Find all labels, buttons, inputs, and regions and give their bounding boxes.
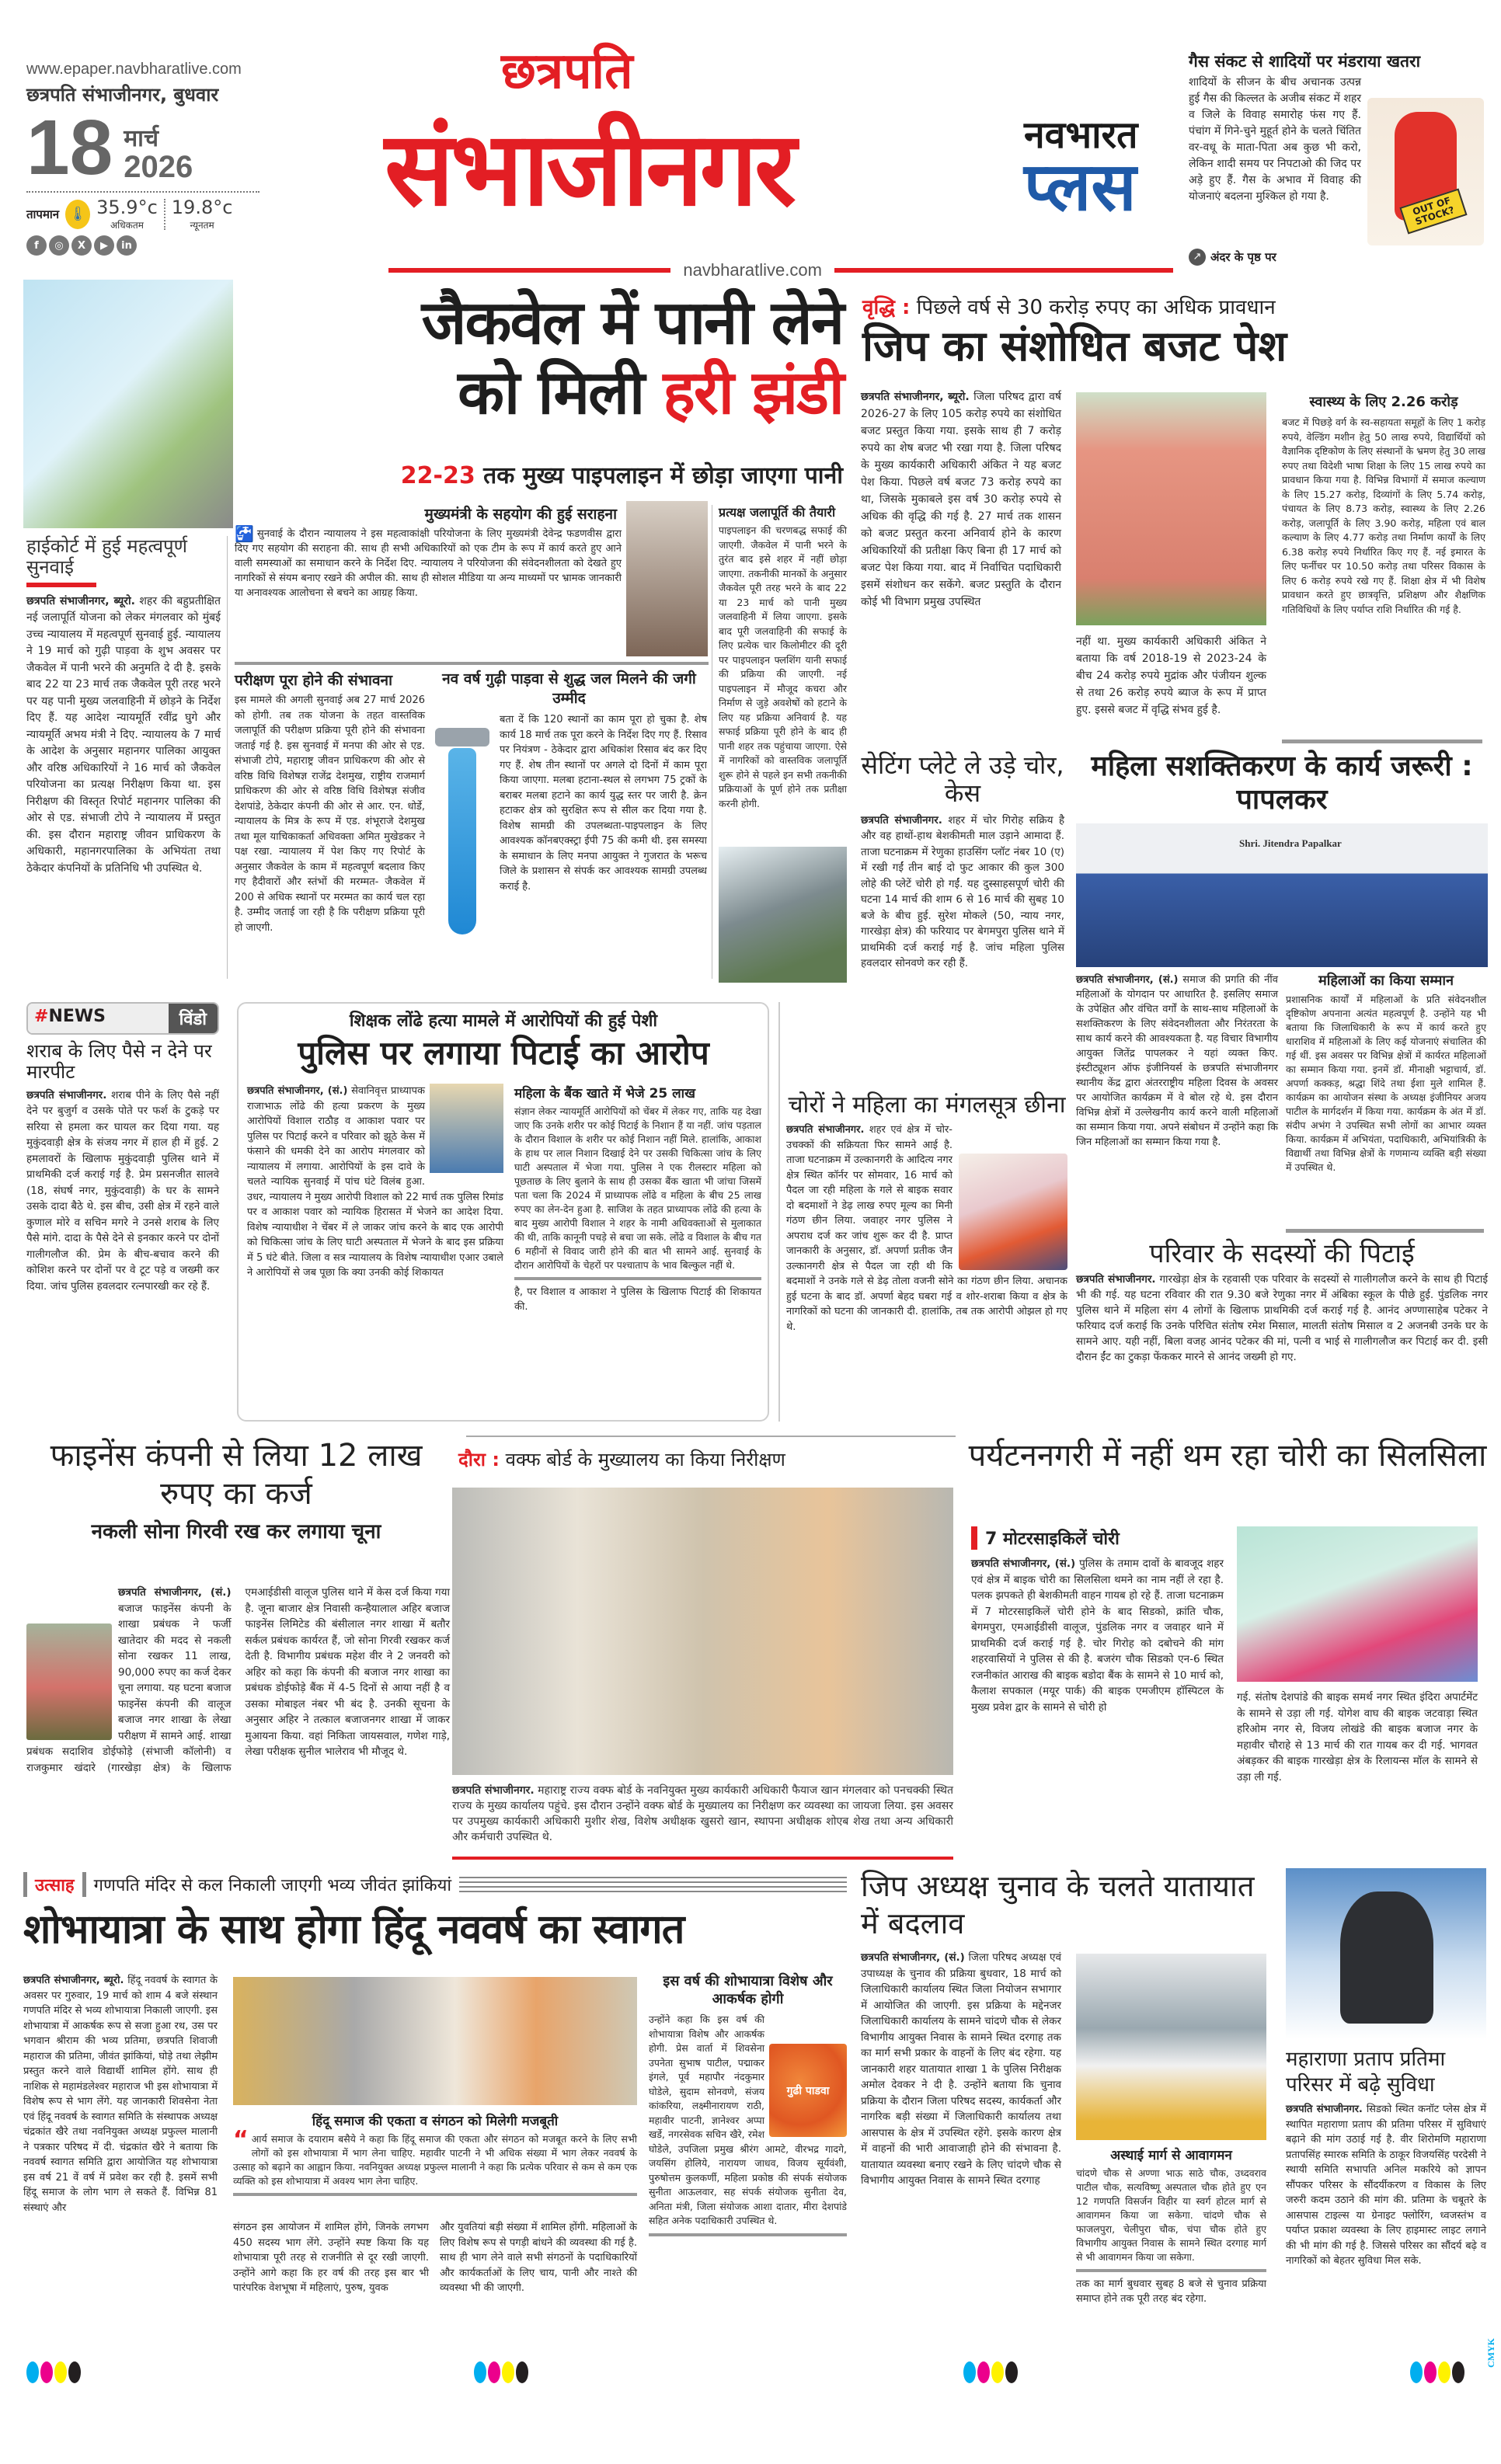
budget-story (862, 292, 1488, 370)
dateline: छत्रपति संभाजीनगर. (786, 1124, 865, 1136)
budget-side-title[interactable]: स्वास्थ्य के लिए 2.26 करोड़ (1309, 394, 1458, 410)
election-col1 (861, 1950, 1061, 2189)
budget-kicker-red: वृद्धि : (862, 296, 911, 319)
registration-mark (963, 2361, 1019, 2386)
gas-cylinder-image (1367, 98, 1484, 245)
waqf-story (458, 1446, 956, 1472)
epaper-url[interactable]: www.epaper.navbharatlive.com (26, 61, 242, 78)
teaser-title[interactable]: गैस संकट से शादियों पर मंडराया खतरा (1189, 52, 1421, 71)
temp-min-label: न्यूनतम (190, 219, 214, 231)
shobha-unity-title[interactable]: हिंदू समाज की एकता व संगठन को मिलेगी मजबूती (312, 2114, 559, 2129)
shobha-kicker (23, 1872, 847, 1897)
lead-side-story (26, 536, 221, 877)
women-award-photo (1076, 823, 1488, 967)
election-alt-title[interactable]: अस्थाई मार्ग से आवागमन (1110, 2148, 1232, 2163)
bikes-body2: गई. संतोष देशपांडे की बाइक समर्थ नगर स्थित इंदिरा अपार्टमेंट के सामने से उड़ा ली गई. योगेश वाघ की बाइक जटवाड़ा स्थित हरिओम नगर से, विजय लोखंडे की बाइक बजाज नगर के महावीर चौराहे से 13 मार्च की रात गायब कर दी गई. भागवत अंबड़कर की बाइक गारखेड़ा क्षेत्र के रिलायन्स मॉल के सामने से उड़ा ली गई. (1237, 1691, 1478, 1784)
logo-main: संभाजीनगर (385, 110, 793, 229)
date-day: 18 (26, 104, 113, 191)
hope-story (431, 670, 707, 945)
divider (649, 2233, 847, 2236)
cm-body: सुनवाई के दौरान न्यायालय ने इस महत्वाकांक्षी परियोजना के लिए मुख्यमंत्री देवेन्द्र फडणवीस द्वारा दिए गए सहयोग की सराहना की. साथ ही सभी अधिकारियों को एक टीम के रूप में कार्य करते हुए आने वाली समस्याओं का समाधान करने के निर्देश दिए. न्यायालय ने परियोजना की संवेदनशीलता को देखते हुए नागरिकों से संयम बनाए रखने की अपील की. साथ ही सोशल मीडिया या अन्य माध्यमों पर भ्रामक जानकारी या अनावश्यक आलोचना से बचने का आग्रह किया. (235, 528, 622, 599)
pratap-story (1286, 2047, 1486, 2269)
tap-icon: 🚰 (235, 524, 254, 543)
election-body: जिला परिषद अध्यक्ष एवं उपाध्यक्ष के चुनाव की प्रक्रिया बुधवार, 18 मार्च को जिलाधिकारी कार्यालय स्थित जिला नियोजन सभागार में आयोजित की जाएगी. इस प्रक्रिया के मद्देनजर जिलाधिकारी कार्यालय के सामने चांदणे चौक से लेकर विभागीय आयुक्त निवास के सामने स्थित दरगाह तक का मार्ग सभी प्रकार के वाहनों के लिए बंद रहेगा. यह जानकारी शहर यातायात शाखा 1 के पुलिस निरीक्षक अमोल देवकर ने दी है. उन्होंने बताया कि चुनाव प्रक्रिया के दौरान जिला परिषद सदस्य, कार्यकर्ता और नागरिक बड़ी संख्या में जिलाधिकारी कार्यालय तथा आसपास के क्षेत्र में उपस्थित रहेंगे. इसके कारण क्षेत्र में वाहनों की भारी आवाजाही होने की संभावना है. यातायात व्यवस्था बनाए रखने के लिए चांदणे चौक से विभागीय आयुक्त निवास के सामने स्थित दरगाह (861, 1951, 1061, 2187)
divider (1076, 2269, 1266, 2272)
yellow-dot (502, 2361, 514, 2383)
plates-body: शहर में चोर गिरोह सक्रिय है और वह हाथों-हाथ बेशकीमती माल उड़ाने आमादा हैं. ताजा घटनाक्रम में रेणुका हाउसिंग प्लॉट नंबर 10 (ए) में रखी गईं तीन बाई दो फुट आकार की कुल 300 लोहे की प्लेटें चोरी हो गईं. यह दुस्साहसपूर्ण चोरी की घटना 14 मार्च की शाम 6 से 16 मार्च की सुबह 10 बजे के बीच हुई. सुरेश मोकले (50, न्याय नगर, गारखेड़ा क्षेत्र) की फरियाद पर बेगमपुरा पुलिस थाने में प्राथमिकी दर्ज कराई गई है. जांच महिला पुलिस हवलदार सोनवणे कर रही हैं. (861, 813, 1064, 970)
water-tap-image (431, 712, 493, 945)
traffic-photo (1076, 1954, 1266, 2140)
dateline: छत्रपति संभाजीनगर, ब्यूरो. (26, 594, 135, 607)
bikes-col1 (971, 1526, 1224, 1715)
black-dot (1005, 2361, 1018, 2383)
news-label: NEWS (48, 1007, 106, 1026)
youtube-icon[interactable]: ▶ (94, 235, 114, 256)
family-story (1076, 1239, 1488, 1365)
shobha-special-title[interactable]: इस वर्ष की शोभायात्रा विशेष और आकर्षक होगी (663, 1973, 833, 2007)
lead-subhead-text: तक मुख्य पाइपलाइन में छोड़ा जाएगा पानी (483, 462, 843, 489)
teaser-box (1189, 53, 1484, 266)
maharana-pratap-statue-photo (1286, 1868, 1486, 2039)
budget-headline[interactable]: जिप का संशोधित बजट पेश (862, 322, 1287, 371)
hash-icon: # (34, 1007, 49, 1026)
dateline: छत्रपति संभाजीनगर, (सं.) (1076, 974, 1179, 986)
women-side-title[interactable]: महिलाओं का किया सम्मान (1318, 973, 1454, 989)
police-headline[interactable]: पुलिस पर लगाया पिटाई का आरोप (298, 1034, 709, 1072)
police-side-body: संज्ञान लेकर न्यायमूर्ति आरोपियों को चेंबर में लेकर गए, ताकि यह देखा जाए कि उनके शरीर पर कोई पिटाई के निशान हैं या नहीं. जांच पड़ताल के दौरान विशाल के शरीर पर कोई निशान नहीं मिले. हालांकि, आकाश के हाथ पर लाल निशान दिखाई देने पर उसकी चिकित्सा जांच के लिए घाटी अस्पताल में भेजा गया. पुलिस ने एक रीलस्टार महिला को पूछताछ के लिए बुलाने के साथ ही उसका बैंक खाता भी जांचा जिसमें पता चला कि 2024 में प्राध्यापक लोंढे व महिला के बीच 25 लाख रुपए का लेन-देन हुआ है. साजिश के तहत प्राध्यापक लोंढे की हत्या के बाद मुख्य आरोपी विशाल ने शहर के नामी अधिवक्ताओं से मुलाकात की थी, ताकि कानूनी पचड़े से बचा जा सके. लोंढे व विशाल के बीच गत 6 महीनों से विवाद जारी होने की बात भी सामने आई. सुनवाई के दौरान आरोपियों के चेहरों पर पश्चाताप के भाव बिल्कुल नहीं थे. (514, 1105, 762, 1271)
dateline: छत्रपति संभाजीनगर, (सं.) (861, 1951, 965, 1964)
brand-plus: प्लस (1024, 148, 1137, 226)
window-label: विंडो (169, 1004, 218, 1033)
teaser-more-label: अंदर के पृष्ठ पर (1210, 249, 1276, 264)
lead-subhead (241, 458, 843, 490)
election-story (861, 1868, 1280, 1942)
news-window (26, 1002, 219, 1294)
shobha-kicker-red: उत्साह (35, 1876, 75, 1895)
waqf-headline[interactable]: वक्फ बोर्ड के मुख्यालय का किया निरीक्षण (505, 1449, 785, 1470)
supply-title[interactable]: प्रत्यक्ष जलापूर्ति की तैयारी (719, 505, 836, 520)
test-story (235, 670, 425, 935)
lead-side-body: शहर की बहुप्रतीक्षित नई जलापूर्ति योजना को लेकर मंगलवार को मुंबई उच्च न्यायालय में महत्वपूर्ण सुनवाई हुई. न्यायालय ने 19 मार्च को गुढ़ी पाड़वा के शुभ अवसर पर जैकवेल में पानी भरने की अनुमति दे दी है. इसके बाद 22 या 23 मार्च तक जैकवेल पूरी तरह भरने पर यह पानी मुख्य जलवाहिनी में छोड़ने के निर्देश दिए हैं. यह आदेश न्यायमूर्ति रवींद्र घुगे और न्यायमूर्ति अभय मंत्री ने दिए. न्यायालय के 7 मार्च के आदेश के अनुसार महानगर पालिका आयुक्त और वरिष्ठ अधिकारियों ने 16 मार्च को जैकवेल परियोजना का प्रत्यक्ष निरीक्षण किया था. इस निरीक्षण की विस्तृत रिपोर्ट महानगर पालिका की ओर से एड. संभाजी टोपे ने न्यायालय में प्रस्तुत की. इस दौरान महाराष्ट्र जीवन प्राधिकरण के अधिकारी, महानगरपालिका के अभियंता तथा ठेकेदार कंपनियों के प्रतिनिधि भी उपस्थित थे. (26, 594, 221, 875)
logo-top: छत्रपति (501, 43, 633, 100)
divider (459, 1877, 847, 1892)
cmyk-label: CMYK (1485, 2338, 1496, 2368)
black-dot (68, 2361, 81, 2383)
cyan-dot (26, 2361, 39, 2383)
social-links (26, 235, 291, 256)
dateline: छत्रपति संभाजीनगर, ब्यूरो. (861, 391, 970, 403)
divider (514, 1277, 761, 1280)
date-year: 2026 (124, 150, 193, 184)
thermometer-icon: 🌡 (65, 200, 90, 229)
dateline: छत्रपति संभाजीनगर. (26, 1088, 107, 1101)
police-body-col (247, 1084, 503, 1281)
yellow-dot (991, 2361, 1004, 2383)
finance-body-text: बजाज फाइनेंस कंपनी के शाखा प्रबंधक ने फर्जी खातेदार की मदद से नकली सोना रखकर 11 लाख, 90,000 रुपए का कर्ज देकर चूना लगाया. यह घटना बजाज फाइनेंस कंपनी की वालूज बजाज नगर शाखा के लेखा परीक्षण में सामने आई. शाखा प्रबंधक सदाशिव डोईफोड़े (संभाजी कॉलोनी) व राजकुमार खंदारे (गारखेड़ा क्षेत्र) के खिलाफ एमआईडीसी वालूज पुलिस थाने में केस दर्ज किया गया है. जूना बाजार क्षेत्र निवासी कन्हैयालाल अहिर बजाज फाइनेंस लिमिटेड की बंसीलाल नगर शाखा में बतौर सर्कल प्रबंधक कार्यरत हैं, जो सोना गिरवी रखकर कर्ज देती है. विभागीय प्रबंधक महेश वीर ने 2 जनवरी को अहिर को कहा कि कंपनी की बजाज नगर शाखा का प्रबंधक डोईफोड़े बैंक में 4-5 दिनों से आया नहीं है व उसका मोबाइल नंबर भी बंद है. उनकी सूचना के अनुसार अहिर ने तत्काल बजाजनगर शाखा में जाकर मुआयना किया. वहां निकिता जायसवाल, गणेश गाड़े, लेखा परीक्षक सुनील भालेराव भी मौजूद थे. (26, 1586, 450, 1774)
shobha-quote: आर्य समाज के दयाराम बसैये ने कहा कि हिंदू समाज की एकता और संगठन को मजबूत करने के लिए सभी लोगों को इस शोभायात्रा में भाग लेना चाहिए. महावीर पाटनी ने भी अधिक संख्या में भाग लेकर नववर्ष के उत्साह को बढ़ाने का आह्वान किया. नवनियुक्त अध्यक्ष प्रफुल्ल मालानी ने कहा कि प्रत्येक परिवार से कम से कम एक व्यक्ति को इस शोभायात्रा में अवश्य भाग लेना चाहिए. (233, 2133, 637, 2187)
finance-body (26, 1585, 450, 1776)
bikes-subhead: 7 मोटरसाइकिलें चोरी (971, 1526, 1224, 1550)
women-headline[interactable]: महिला सशक्तिकरण के कार्य जरूरी : पापलकर (1091, 750, 1473, 816)
police-body: सेवानिवृत्त प्राध्यापक राजाभाऊ लोंढे की हत्या प्रकरण के मुख्य आरोपियों विशाल राठौड़ व आकाश पवार पर पुलिस पर पिटाई करने व परिवार को झूठे केस में फंसाने की धमकी देने का आरोप मंगलवार को न्यायालय में लगाया. आरोपियों के इस दावे के चलते न्यायिक सुनवाई में पांच घंटे विलंब हुआ. उधर, न्यायालय ने मुख्य आरोपी विशाल को 22 मार्च तक पुलिस रिमांड पर व आकाश पवार को न्यायिक हिरासत में भेजने का आदेश दिया. विशेष न्यायाधीश ने चेंबर में ले जाकर जांच करने के बाद एक आरोपी को चिकित्सा जांच के लिए घाटी अस्पताल में भेजने के बाद इस प्रक्रिया में 5 घंटे बीते. जिला व सत्र न्यायालय के विशेष न्यायाधीश एआर उबाले ने आरोपियों से जब पूछा कि क्या उनकी कोई शिकायत (247, 1085, 503, 1279)
budget-col2 (1076, 633, 1266, 719)
registration-mark (474, 2361, 530, 2386)
teaser-body: शादियों के सीजन के बीच अचानक उत्पन्न हुई गैस की किल्लत के अजीब संकट में शहर व जिले के विवाह समारोह फंस गए हैं. पंचांग में गिने-चुने मुहूर्त होने के चलते चिंतित वर-वधू के माता-पिता अब कुछ भी करो, लेकिन शादी समय पर निपटाओ की जिद पर अड़े हुए हैं. गैस के अभाव में विवाह की योजनाएं बदलना मुश्किल हो गया है. (1189, 75, 1361, 203)
cyan-dot (963, 2361, 976, 2383)
news-headline[interactable]: शराब के लिए पैसे न देने पर मारपीट (26, 1040, 212, 1083)
magenta-dot (977, 2361, 990, 2383)
temp-max: 35.9°c (96, 197, 158, 218)
divider (452, 1857, 953, 1860)
shobha-kicker-text: गणपति मंदिर से कल निकाली जाएगी भव्य जीवंत झांकियां (93, 1876, 452, 1895)
dateline: छत्रपति संभाजीनगर, (सं.) (118, 1586, 232, 1599)
budget-kicker: पिछले वर्ष से 30 करोड़ रुपए का अधिक प्रावधान (916, 296, 1276, 319)
instagram-icon[interactable]: ◎ (49, 235, 69, 256)
yellow-dot (1438, 2361, 1451, 2383)
site-url[interactable]: navbharatlive.com (683, 260, 822, 280)
brand-top: नवभारत (1024, 113, 1138, 157)
budget-body1: जिला परिषद द्वारा वर्ष 2026-27 के लिए 105 करोड़ रुपये का संशोधित बजट प्रस्तुत किया गया. इसके साथ ही 7 करोड़ रुपये का शेष बजट भी रखा गया है. जिला परिषद के मुख्य कार्यकारी अधिकारी अंकित ने यह बजट पेश किया. पिछले वर्ष बजट 73 करोड़ रुपये का था, जिसके मुकाबले इस वर्ष 30 करोड़ रुपये से अधिक की वृद्धि की गई है. 27 मार्च तक शासन को बजट प्रस्तुत करना अनिवार्य होने के कारण अधिकारियों की प्रतीक्षा किए बिना ही 17 मार्च को बजट पेश किया गया. बाद में निर्वाचित पदाधिकारी इसमें संशोधन कर सकेंगे. बजट प्रस्तुति के दौरान कोई भी विभाग प्रमुख उपस्थित (861, 391, 1061, 608)
divider (227, 536, 228, 979)
dateline: छत्रपति संभाजीनगर. (1076, 1273, 1156, 1286)
mangalsutra-headline[interactable]: चोरों ने महिला का मंगलसूत्र छीना (788, 1091, 1066, 1119)
bikes-body: पुलिस के तमाम दावों के बावजूद शहर एवं क्षेत्र में बाइक चोरी का सिलसिला थमने का नाम नहीं ले रहा है. पलक झपकते ही बेशकीमती वाहन गायब हो रहे हैं. ताजा घटनाक्रम में 7 मोटरसाइकिलें चोरी होने के बाद सिडको, क्रांति चौक, बेगमपुरा, एमआईडीसी वालूज, पुंडलिक नगर व जवाहर थाने में प्राथमिकी दर्ज कराई गई है. चोर गिरोह को दबोचने की मांग शहरवासियों ने पुलिस से की है. बजरंग चौक सिडको एन-6 स्थित रजनीकांत आराख की बाइक बडोदा बैंक के सामने से 10 मार्च को, कैलाश सपकाल (मयूर पार्क) की बाइक एमजीएम हॉस्पिटल के मुख्य प्रवेश द्वार के सामने से चोरी हो (971, 1557, 1224, 1714)
finance-headline[interactable]: फाइनेंस कंपनी से लिया 12 लाख रुपए का कर्ज (50, 1438, 423, 1512)
lead-subhead-red: 22-23 (400, 462, 475, 489)
registration-mark (26, 2361, 82, 2386)
cyan-dot (1410, 2361, 1423, 2383)
news-body: शराब पीने के लिए पैसे नहीं देने पर बुजुर्ग व उसके पोते पर फर्श के टुकड़े पर सरिया से हमला कर घायल कर दिया गया. यह मुकुंदवाड़ी क्षेत्र के संजय नगर में हाल ही में हुई. 2 हमलावरों के खिलाफ मुकुंदवाड़ी पुलिस थाने में प्राथमिकी दर्ज कराई गई है. प्रेम प्रसनजीत सालवे (18, संघर्ष नगर, मुकुंदवाड़ी) के घर के सामने उसके दादा बैठे थे. इस बीच, उसी क्षेत्र में रहने वाले कुणाल मोरे व सचिन मगरे ने उनसे शराब के लिए पैसे मांगे. दादा के पैसे देने से इनकार करने पर दोनों गालीगलौज की. प्रेम के बीच-बचाव करने की कोशिश करने पर दोनों पर वे टूट पड़े व जख्मी कर दिया. जांच पुलिस हवलदार रत्नपारखी कर रहे हैं. (26, 1088, 219, 1293)
finance-subhead: नकली सोना गिरवी रख कर लगाया चूना (91, 1519, 381, 1543)
police-side (514, 1084, 761, 1314)
budget-col1 (861, 388, 1061, 611)
mangalsutra-body: शहर एवं क्षेत्र में चोर-उचक्कों की सक्रियता फिर सामने आई है. ताजा घटनाक्रम में उल्कानगरी के आदित्य नगर क्षेत्र स्थित कॉर्नर पर सोमवार, 16 मार्च को पैदल जा रही महिला के गले से बाइक सवार दो बदमाशों ने डेढ़ लाख रुपए मूल्य का मिनी गंठण छीन लिया. जवाहर नगर पुलिस ने अपराध दर्ज कर जांच शुरू कर दी है. प्राप्त जानकारी के अनुसार, डॉ. अपर्णा प्रतीक जैन उल्कानगरी क्षेत्र से पैदल जा रही थी कि बदमाशों ने उनके गले से डेढ़ तोला वजनी सोने का गंठण छीन लिया. अचानक हुई घटना के बाद डॉ. अपर्णा बेहद घबरा गई व शोर-शराबा किया व क्षेत्र के नागरिकों को घटना की जानकारी दी. हालांकि, तब तक आरोपी ओझल हो गए थे. (786, 1124, 1067, 1333)
supply-story (719, 503, 847, 811)
arrow-icon: ↗ (1189, 249, 1206, 266)
divider (778, 1002, 780, 1422)
women-body: समाज की प्रगति की नींव महिलाओं के योगदान पर आधारित है. इसलिए समाज के उपेक्षित और वंचित वर्गों के साथ-साथ महिलाओं के सशक्तिकरण के लिए संवेदनशीलता और निरंतरता के साथ कार्य करने की आवश्यकता है. यह विचार विभागीय आयुक्त जितेंद्र पापलकर ने यहां व्यक्त किए. इंस्टीट्यूशन ऑफ इंजीनियर्स के छत्रपति संभाजीनगर स्थानीय केंद्र द्वारा अंतरराष्ट्रीय महिला दिवस के अवसर पर आयोजित कार्यक्रम में वे बोल रहे थे. इस दौरान विभिन्न क्षेत्रों में उल्लेखनीय कार्य करने वाली महिलाओं का सम्मान किया गया. अपने संबोधन में उन्होंने कहा कि जिन महिलाओं का सम्मान किया गया है. (1076, 974, 1278, 1148)
gudi-padwa-label: गुढी पाडवा (786, 2084, 830, 2097)
out-of-stock-label: OUT OF STOCK? (1399, 188, 1467, 234)
waqf-caption (452, 1783, 953, 1845)
pratap-headline[interactable]: महाराणा प्रताप प्रतिमा परिसर में बढ़े सुविधा (1286, 2048, 1446, 2097)
police-side-title[interactable]: महिला के बैंक खाते में भेजे 25 लाख (514, 1086, 695, 1101)
bike-theft-cartoon (1237, 1526, 1478, 1682)
temp-max-label: अधिकतम (110, 219, 144, 231)
dateline: छत्रपति संभाजीनगर, (सं.) (247, 1085, 348, 1097)
waqf-inspection-photo (452, 1488, 953, 1775)
police-story (247, 1008, 760, 1071)
election-alt (1076, 2146, 1266, 2306)
lead-side-title[interactable]: हाईकोर्ट में हुई महत्वपूर्ण सुनवाई (26, 535, 188, 578)
bike-snatcher-image (959, 1154, 1067, 1270)
dateline: छत्रपति संभाजीनगर, (सं.) (971, 1557, 1076, 1570)
quote-icon: “ (233, 2126, 249, 2153)
test-title[interactable]: परीक्षण पूरा होने की संभावना (235, 672, 393, 689)
budget-side (1282, 392, 1485, 617)
election-alt-tail: तक का मार्ग बुधवार सुबह 8 बजे से चुनाव प्रक्रिया समाप्त होने तक पूरी तरह बंद रहेगा. (1076, 2278, 1266, 2305)
bikes-story (967, 1437, 1488, 1475)
supply-body: पाइपलाइन की चरणबद्ध सफाई की जाएगी. जैकवेल में पानी भरने के तुरंत बाद इसे शहर में नहीं छोड़ा जाएगा. तकनीकी मानकों के अनुसार जैकवेल पूरी तरह भरने के बाद 22 या 23 मार्च को पानी मुख्य जलवाहिनी में लिया जाएगा. इसके बाद पूरी जलवाहिनी की सफाई के लिए प्रत्येक चार किलोमीटर की दूरी पर पाइपलाइन फ्लशिंग यानी सफाई की प्रक्रिया की जाएगी. नई पाइपलाइन में मौजूद कचरा और निर्माण से जुड़े अवशेषों को हटाने के लिए यह प्रक्रिया अनिवार्य है. यह सफाई प्रक्रिया पूरी होने के बाद ही पानी शहर तक पहुंचाया जाएगा. ऐसे में नागरिकों को वास्तविक जलापूर्ति शुरू होने से पहले इन सभी तकनीकी प्रक्रियाओं के पूर्ण होने तक प्रतीक्षा करनी होगी. (719, 524, 847, 809)
shobha-col2 (233, 2220, 429, 2296)
divider (1282, 740, 1482, 743)
registration-mark (1410, 2361, 1466, 2386)
press-conference-photo (233, 1977, 637, 2105)
divider (233, 2193, 637, 2196)
budget-side-body: बजट में पिछड़े वर्ग के स्व-सहायता समूहों के लिए 1 करोड़ रुपये, वेल्डिंग मशीन हेतु 50 लाख रुपये, विद्यार्थियों को वैज्ञानिक दृष्टिकोण के लिए संस्थानों के भ्रमण हेतु 30 लाख रुपए तथा विदेशी भाषा शिक्षा के लिए 15 लाख रुपये का प्रावधान किया गया है. विभिन्न विभागों में समाज कल्याण के लिए 15.27 करोड़, दिव्यांगों के लिए 5.74 करोड़, पंचायत के लिए 8.73 करोड़, स्वास्थ्य के लिए 2.26 करोड़, जलापूर्ति के लिए 3.90 करोड़, महिला एवं बाल कल्याण के लिए 4.77 करोड़ तथा निर्माण कार्यों के लिए 6.38 करोड़ रुपये निर्धारित किए गए हैं. नई इमारत के लिए फर्नीचर पर 10.50 करोड़ तथा परिसर विकास के लिए 6 करोड़ रुपये रखे गए हैं. शिक्षा क्षेत्र में भी विशेष प्रावधान करते हुए छात्रवृत्ति, प्रशिक्षण और शैक्षणिक गतिविधियों के लिए पर्याप्त राशि निर्धारित की गई है. (1282, 416, 1485, 615)
edition-city-day: छत्रपति संभाजीनगर, बुधवार (26, 84, 219, 106)
magenta-dot (40, 2361, 53, 2383)
family-body: गारखेड़ा क्षेत्र के रहवासी एक परिवार के सदस्यों से गालीगलौज करने के साथ ही पिटाई भी की गई. यह घटना रविवार की रात 9.30 बजे रेणुका नगर में अंबिका स्कूल के पीछे हुई. पुंडलिक नगर पुलिस थाने में महिला संग 4 लोगों के खिलाफ प्राथमिकी दर्ज कराई गई है. आनंद अण्णासाहेब पटेकर ने फरियाद दर्ज कराई कि उनके परिचित संतोष रमेश मिसाल, मालती संतोष मिसाल व 2 अजनबी उनके घर के सामने आए. यही नहीं, बिला वजह आनंद पटेकर की मां, पत्नी व भाई से गालीगलौज कर पिटाई कर दी. इसी दौरान ईंट का टुकड़ा फेंककर मारने से आनंद जख्मी हो गए. (1076, 1273, 1488, 1364)
police-side-tail: है, पर विशाल व आकाश ने पुलिस के खिलाफ पिटाई की शिकायत की. (514, 1286, 761, 1313)
black-dot (1452, 2361, 1464, 2383)
lead-headline (241, 289, 843, 428)
plates-headline[interactable]: सेटिंग प्लेटे ले उड़े चोर, केस (861, 750, 1064, 808)
mangalsutra-story (786, 1091, 1067, 1335)
women-side-body: प्रशासनिक कार्यों में महिलाओं के प्रति संवेदनशील दृष्टिकोण अपनाना अत्यंत महत्वपूर्ण है. उन्होंने यह भी बताया कि जिलाधिकारी के रूप में कार्य करते हुए धाराशिव में महिलाओं के लिए कई योजनाएं संचालित की गई थीं. इस अवसर पर विभिन्न क्षेत्रों में कार्यरत महिलाओं का सम्मान किया गया. इनमें डॉ. मीनाक्षी भट्टाचार्य, डॉ. अपर्णा कक्कड़, श्रद्धा शिंदे तथा ईशा मुले शामिल हैं. कार्यक्रम का आयोजन संस्था के अध्यक्ष इंजीनियर अजय पाटील के मार्गदर्शन में किया गया. कार्यक्रम के अंत में डॉ. संदीप अभंग ने उपस्थित सभी लोगों का आभार व्यक्त किया. कार्यक्रम में अभियंता, पदाधिकारी, अभियांत्रिकी के विद्यार्थी तथा विभिन्न क्षेत्रों के गणमान्य व्यक्ति बड़ी संख्या में उपस्थित थे. (1286, 994, 1486, 1173)
pipeline-photo (719, 847, 847, 983)
waqf-kicker-red: दौरा : (458, 1449, 500, 1470)
lead-headline-red[interactable]: हरी झंडी (663, 357, 843, 428)
election-headline[interactable]: जिप अध्यक्ष चुनाव के चलते यातायात में बदलाव (861, 1869, 1255, 1940)
plates-story (861, 752, 1064, 972)
site-rule (388, 260, 1173, 280)
test-body: इस मामले की अगली सुनवाई अब 27 मार्च 2026 को होगी. तब तक योजना के तहत वास्तविक जलापूर्ति की परीक्षण प्रक्रिया पूरी होने की संभावना जताई गई है. इस सुनवाई में मनपा की ओर से एड. संभाजी टोपे, महाराष्ट्र जीवन प्राधिकरण की ओर से वरिष्ठ विधि विशेषज्ञ राजेंद्र देशमुख, राष्ट्रीय राजमार्ग प्राधिकरण की ओर से वरिष्ठ विधि विशेषज्ञ संजीव देशपांडे, ठेकेदार कंपनी की ओर से आर. एन. धोर्डे, न्यायालय के मित्र के रूप में एड. शंभूराजे देशमुख तथा मूल याचिकाकर्ता अधिवक्ता अमित मुखेडकर ने पक्ष रखा. न्यायालय में पेश किए गए रिपोर्ट के अनुसार जैकवेल के काम में महत्वपूर्ण बदलाव किए गए हैदीवारों और स्तंभों की मरम्मत- जैकवेल में 200 से अधिक स्थानों पर मरम्मत का कार्य चल रहा है. उम्मीद जताई जा रही है कि परीक्षण प्रक्रिया पूरी हो जाएगी. (235, 694, 425, 934)
divider (466, 1436, 956, 1437)
hope-title[interactable]: नव वर्ष गुढ़ी पाड़वा से शुद्ध जल मिलने की जगी उम्मीद (442, 670, 696, 707)
victim-portrait-photo (430, 1084, 503, 1173)
waqf-caption-text: महाराष्ट्र राज्य वक्फ बोर्ड के नवनियुक्त मुख्य कार्यकारी अधिकारी फैयाज खान मंगलवार को पनचक्की स्थित राज्य के मुख्य कार्यालय पहुंचे. इस दौरान उन्होंने वक्फ बोर्ड के मुख्यालय का निरीक्षण कर व्यवस्था का जायजा लिया. इस अवसर पर उपमुख्य कार्यकारी अधिकारी मुशीर शेख, विशेष अधीक्षक खुसरो खान, स्थापना अधीक्षक शोएब शेख तथा अन्य अधिकारी और कर्मचारी उपस्थित थे. (452, 1784, 953, 1843)
facebook-icon[interactable]: f (26, 235, 47, 256)
lead-headline-line2[interactable]: को मिली (458, 357, 644, 428)
budget-body2: नहीं था. मुख्य कार्यकारी अधिकारी अंकित ने बताया कि वर्ष 2018-19 से 2023-24 के बीच 24 करोड़ रुपये मुद्रांक और पंजीयन शुल्क से तथा 26 करोड़ रुपये ब्याज के रूप में प्राप्त हुए. इससे बजट में वृद्धि संभव हुई है. (1076, 635, 1266, 716)
x-icon[interactable]: X (71, 235, 92, 256)
black-dot (516, 2361, 528, 2383)
shobha-special (649, 1973, 847, 2236)
issue-date (26, 104, 291, 191)
brand-logo (1024, 113, 1138, 226)
banner-text: Shri. Jitendra Papalkar (1239, 837, 1342, 849)
news-window-tag (26, 1002, 219, 1035)
newspaper-logo (385, 43, 1006, 249)
magenta-dot (1424, 2361, 1437, 2383)
police-kicker: शिक्षक लोंढे हत्या मामले में आरोपियों की हुई पेशी (349, 1011, 658, 1031)
women-side (1286, 971, 1486, 1175)
shobha-col1 (23, 1973, 218, 2215)
bikes-headline[interactable]: पर्यटननगरी में नहीं थम रहा चोरी का सिलसिला (968, 1438, 1487, 1474)
gold-hand-image (26, 1624, 112, 1740)
women-story (1076, 750, 1488, 816)
cyan-dot (474, 2361, 486, 2383)
shobha-headline[interactable]: शोभायात्रा के साथ होगा हिंदू नववर्ष का स्वागत (23, 1906, 684, 1953)
women-body-col (1076, 973, 1278, 1150)
divider (1286, 1229, 1484, 1233)
cartoon-image (23, 280, 233, 528)
teaser-more[interactable] (1189, 249, 1484, 266)
cm-story (235, 503, 622, 600)
dateline: छत्रपति संभाजीनगर. (861, 813, 942, 827)
cm-title[interactable]: मुख्यमंत्री के सहयोग की हुई सराहना (424, 506, 617, 523)
shobha-body: हिंदू नववर्ष के स्वागत के अवसर पर गुरुवार, 19 मार्च को शाम 4 बजे संस्थान गणपति मंदिर से भव्य शोभायात्रा निकाली जाएगी. इस शोभायात्रा में आकर्षक रूप से सजा हुआ रथ, उस पर भगवान श्रीराम की भव्य प्रतिमा, छत्रपति शिवाजी महाराज की प्रतिमा, जीवंत झांकियां, घोड़े तथा लेझीम प्रस्तुत करने वाले विद्यार्थी शामिल होंगे. साथ ही नाशिक से महामंडलेश्वर महाराज भी इस शोभायात्रा में विशेष रूप से भाग लेंगे. यह जानकारी शिवसेना नेता एवं हिंदू नववर्ष के स्वागत समिति के संस्थापक अध्यक्ष चंद्रकांत खैरे तथा नवनियुक्त अध्यक्ष प्रफुल्ल मालानी ने पत्रकार परिषद में दी. चंद्रकांत खैरे ने बताया कि नववर्ष स्वागत समिति द्वारा आयोजित यह शोभायात्रा इस वर्ष 21 वें वर्ष में प्रवेश कर रही है. इसमें सभी हिंदू समाज के लोग भाग ले सकते हैं. विभिन्न 81 संस्थाएं और (23, 1975, 218, 2214)
shobha-col2-text: संगठन इस आयोजन में शामिल होंगे, जिनके लगभग 450 सदस्य भाग लेंगे. उन्होंने स्पष्ट किया कि यह शोभायात्रा पूरी तरह से राजनीति से दूर रखी जाएगी. उन्होंने आगे कहा कि हर वर्ष की तरह इस बार भी पारंपरिक वेशभूषा में महिलाएं, पुरुष, युवक (233, 2222, 429, 2294)
hope-body: बता दें कि 120 स्थानों का काम पूरा हो चुका है. शेष कार्य 18 मार्च तक पूरा करने के निर्देश दिए गए हैं. रिसाव पर नियंत्रण - ठेकेदार द्वारा अधिकांश रिसाव बंद कर दिए गए हैं. शेष तीन स्थानों पर अगले दो दिनों में काम पूरा किया जाएगा. मलबा हटाना-स्थल से लगभग 75 ट्रकों के बराबर मलबा हटाने का कार्य युद्ध स्तर पर जारी है. क्रेन हटाकर क्षेत्र को सुरक्षित रूप से सील कर दिया गया है. विशेष सामग्री की उपलब्धता-पाइपलाइन के लिए आवश्यक कॉनबएक्स्ट्रा ईपी 75 की कमी थी. इस समस्या के समाधान के लिए मनपा आयुक्त ने गुजरात के भरूच जिले के प्रशासन से संपर्क कर आवश्यक सामग्री उपलब्ध कराई है. (500, 714, 707, 893)
temp-label: तापमान (26, 207, 60, 221)
weather-strip (26, 191, 259, 231)
magenta-dot (488, 2361, 500, 2383)
divider (235, 662, 709, 665)
date-month: मार्च (124, 124, 158, 152)
zp-building-photo (1076, 392, 1266, 625)
dateline: छत्रपति संभाजीनगर, ब्यूरो. (23, 1975, 124, 1986)
cm-portrait-photo (626, 501, 708, 656)
linkedin-icon[interactable]: in (117, 235, 137, 256)
election-alt-body: चांदणे चौक से अण्णा भाऊ साठे चौक, उध्दवराव पाटील चौक, सत्यविष्णू अस्पताल चौक होते हुए एन 12 गणपति विसर्जन विहीर या स्वर्ग होटल मार्ग से आवागमन किया जा सकेगा. चांदणे चौक से फाजलपुरा, चेलीपुरा चौक, चंपा चौक होते हुए विभागीय आयुक्त निवास के सामने स्थित दरगाह मार्ग से भी आवागमन किया जा सकेगा. (1076, 2167, 1266, 2263)
yellow-dot (54, 2361, 67, 2383)
family-headline[interactable]: परिवार के सदस्यों की पिटाई (1149, 1238, 1415, 1269)
bikes-col2 (1237, 1690, 1478, 1785)
dateline: छत्रपति संभाजीनगर. (452, 1784, 535, 1797)
dateline: छत्रपति संभाजीनगर. (1286, 2104, 1363, 2115)
shobha-col3-text: और युवतियां बड़ी संख्या में शामिल होंगी. महिलाओं के लिए विशेष रूप से पगड़ी बांधने की व्यवस्था की गई है. साथ ही भाग लेने वाले सभी संगठनों के पदाधिकारियों और कार्यकर्ताओं के लिए चाय, पानी और नाश्ते की व्यवस्था भी की जाएगी. (440, 2222, 637, 2294)
lead-headline-line1[interactable]: जैकवेल में पानी लेने (421, 288, 843, 358)
masthead-info (26, 61, 291, 256)
pratap-body: सिडको स्थित कनॉट प्लेस क्षेत्र में स्थापित महाराणा प्रताप की प्रतिमा परिसर में सुविधाएं बढ़ाने की मांग उठाई गई है. वीर शिरोमणि महाराणा प्रतापसिंह स्मारक समिति के ठाकूर विजयसिंह परदेसी ने स्थायी समिति सभापति अनिल मकरिये को ज्ञापन सौंपकर परिसर के सौंदर्यीकरण व विकास के लिए जरुरी कदम उठाने की मांग की. प्रतिमा के चबूतरे के आसपास टाइल्स या ग्रेनाइट फ्लोरिंग, ध्वजस्तंभ व पर्याप्त प्रकाश व्यवस्था के लिए हाइमास्ट लाइट लगाने की भी मांग की गई है. जिससे परिसर का सौंदर्य बढ़े व नागरिकों को बेहतर सुविधा मिल सके. (1286, 2104, 1487, 2267)
gudi-padwa-image (769, 2044, 847, 2137)
shobha-col3 (440, 2220, 637, 2296)
shobha-unity (233, 2111, 637, 2196)
shobha-special-body: उन्होंने कहा कि इस वर्ष की शोभायात्रा विशेष और आकर्षक होगी. प्रेस वार्ता में शिवसेना उपनेता सुभाष पाटील, पद्माकर इंगले, पूर्व महापौर नंदकुमार घोडेले, सुदाम सोनवणे, संजय कांकरिया, लक्ष्मीनारायण राठी, महावीर पाटनी, ज्ञानेश्वर अप्पा खर्डे, नगरसेवक सचिन खैरे, रमेश घोडेले, उपजिला प्रमुख श्रीरंग आमटे, वीरभद्र गादगे, जयसिंग होलिये, नारायण जाधव, विजय सूर्यवंशी, पुरुषोत्तम कुलकर्णी, महिला प्रकोष्ठ की संपर्क संयोजक सुनीता आऊलवार, सह संपर्क संयोजक सुनीता देव, अनिता मंत्री, जिला संयोजक आशा दातार, मीरा देशपांडे सहित अनेक पदाधिकारी उपस्थित थे. (649, 2013, 847, 2226)
temp-min: 19.8°c (171, 197, 233, 218)
finance-story (26, 1437, 446, 1544)
